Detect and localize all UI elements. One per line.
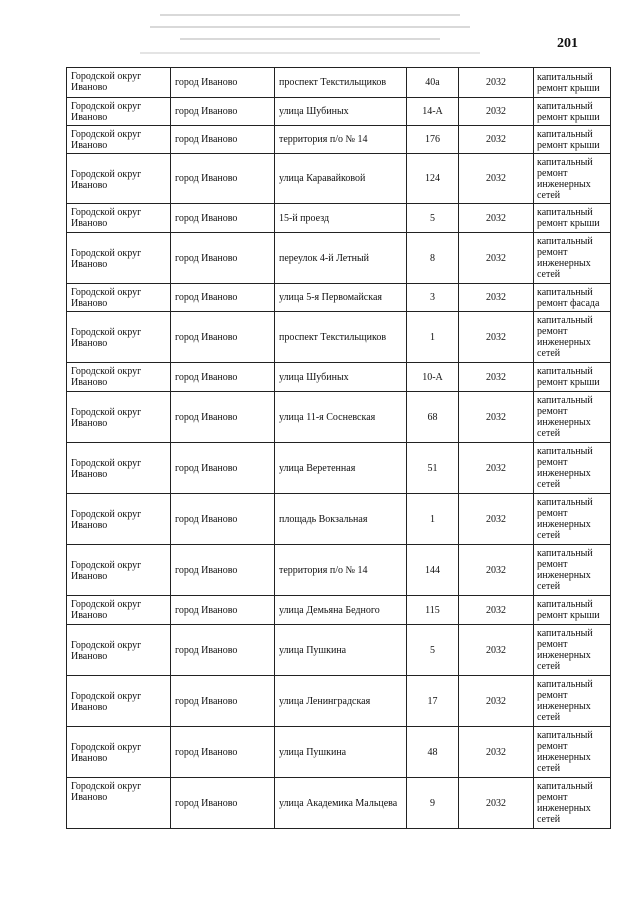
cell-okrug: Городской округ Иваново: [67, 727, 171, 778]
table-row: [67, 363, 611, 392]
table-row: [67, 233, 611, 284]
cell-work: капитальный ремонт крыши: [534, 204, 611, 233]
cell-year: 2032: [459, 284, 534, 312]
cell-city: город Иваново: [171, 727, 275, 778]
cell-house: 3: [407, 284, 459, 312]
cell-city: город Иваново: [171, 233, 275, 284]
table-row: [67, 284, 611, 312]
cell-city: город Иваново: [171, 126, 275, 154]
cell-year: 2032: [459, 233, 534, 284]
cell-city: город Иваново: [171, 363, 275, 392]
cell-work: капитальный ремонт инженерных сетей: [534, 233, 611, 284]
cell-house: 10-А: [407, 363, 459, 392]
cell-city: город Иваново: [171, 68, 275, 98]
table-row: [67, 676, 611, 727]
cell-street: проспект Текстильщиков: [275, 68, 407, 98]
cell-okrug: Городской округ Иваново: [67, 233, 171, 284]
cell-work: капитальный ремонт инженерных сетей: [534, 727, 611, 778]
cell-street: улица Пушкина: [275, 625, 407, 676]
cell-okrug: Городской округ Иваново: [67, 68, 171, 98]
cell-street: улица Каравайковой: [275, 154, 407, 204]
cell-house: 68: [407, 392, 459, 443]
cell-year: 2032: [459, 126, 534, 154]
cell-street: 15-й проезд: [275, 204, 407, 233]
cell-house: 1: [407, 494, 459, 545]
cell-house: 8: [407, 233, 459, 284]
cell-work: капитальный ремонт инженерных сетей: [534, 154, 611, 204]
cell-okrug: Городской округ Иваново: [67, 204, 171, 233]
cell-year: 2032: [459, 312, 534, 363]
cell-year: 2032: [459, 676, 534, 727]
cell-house: 40а: [407, 68, 459, 98]
cell-house: 1: [407, 312, 459, 363]
cell-okrug: Городской округ Иваново: [67, 778, 171, 829]
cell-street: улица Демьяна Бедного: [275, 596, 407, 625]
cell-house: 124: [407, 154, 459, 204]
table-row: [67, 154, 611, 204]
cell-street: улица Академика Мальцева: [275, 778, 407, 829]
cell-okrug: Городской округ Иваново: [67, 363, 171, 392]
cell-okrug: Городской округ Иваново: [67, 284, 171, 312]
cell-street: переулок 4-й Летный: [275, 233, 407, 284]
cell-street: территория п/о № 14: [275, 545, 407, 596]
table-row: [67, 392, 611, 443]
table-row: [67, 494, 611, 545]
cell-house: 5: [407, 625, 459, 676]
cell-city: город Иваново: [171, 545, 275, 596]
cell-city: город Иваново: [171, 676, 275, 727]
cell-work: капитальный ремонт крыши: [534, 68, 611, 98]
cell-year: 2032: [459, 625, 534, 676]
cell-house: 17: [407, 676, 459, 727]
cell-year: 2032: [459, 98, 534, 126]
cell-street: улица Шубиных: [275, 363, 407, 392]
cell-work: капитальный ремонт инженерных сетей: [534, 392, 611, 443]
cell-work: капитальный ремонт инженерных сетей: [534, 778, 611, 829]
cell-city: город Иваново: [171, 98, 275, 126]
table-row: [67, 727, 611, 778]
cell-year: 2032: [459, 204, 534, 233]
cell-house: 14-А: [407, 98, 459, 126]
cell-okrug: Городской округ Иваново: [67, 98, 171, 126]
table-row: [67, 312, 611, 363]
cell-work: капитальный ремонт инженерных сетей: [534, 312, 611, 363]
cell-city: город Иваново: [171, 625, 275, 676]
table-row: [67, 68, 611, 98]
cell-work: капитальный ремонт инженерных сетей: [534, 625, 611, 676]
table-row: [67, 596, 611, 625]
cell-city: город Иваново: [171, 204, 275, 233]
cell-year: 2032: [459, 596, 534, 625]
cell-city: город Иваново: [171, 494, 275, 545]
cell-city: город Иваново: [171, 596, 275, 625]
cell-okrug: Городской округ Иваново: [67, 126, 171, 154]
cell-city: город Иваново: [171, 154, 275, 204]
cell-work: капитальный ремонт крыши: [534, 98, 611, 126]
cell-year: 2032: [459, 68, 534, 98]
cell-street: площадь Вокзальная: [275, 494, 407, 545]
cell-city: город Иваново: [171, 312, 275, 363]
cell-year: 2032: [459, 154, 534, 204]
cell-okrug: Городской округ Иваново: [67, 625, 171, 676]
cell-okrug: Городской округ Иваново: [67, 154, 171, 204]
cell-okrug: Городской округ Иваново: [67, 443, 171, 494]
cell-work: капитальный ремонт крыши: [534, 126, 611, 154]
cell-house: 51: [407, 443, 459, 494]
cell-work: капитальный ремонт инженерных сетей: [534, 494, 611, 545]
table-row: [67, 778, 611, 829]
cell-work: капитальный ремонт инженерных сетей: [534, 545, 611, 596]
cell-okrug: Городской округ Иваново: [67, 545, 171, 596]
cell-work: капитальный ремонт фасада: [534, 284, 611, 312]
cell-street: улица 11-я Сосневская: [275, 392, 407, 443]
table-row: [67, 443, 611, 494]
cell-street: улица Ленинградская: [275, 676, 407, 727]
cell-work: капитальный ремонт крыши: [534, 596, 611, 625]
cell-street: улица Веретенная: [275, 443, 407, 494]
cell-okrug: Городской округ Иваново: [67, 392, 171, 443]
cell-okrug: Городской округ Иваново: [67, 494, 171, 545]
cell-year: 2032: [459, 545, 534, 596]
table-row: [67, 126, 611, 154]
cell-street: улица Пушкина: [275, 727, 407, 778]
cell-work: капитальный ремонт инженерных сетей: [534, 443, 611, 494]
page-number: 201: [557, 36, 578, 51]
cell-year: 2032: [459, 494, 534, 545]
cell-city: город Иваново: [171, 392, 275, 443]
cell-house: 144: [407, 545, 459, 596]
cell-work: капитальный ремонт крыши: [534, 363, 611, 392]
cell-year: 2032: [459, 392, 534, 443]
cell-okrug: Городской округ Иваново: [67, 312, 171, 363]
cell-year: 2032: [459, 443, 534, 494]
cell-work: капитальный ремонт инженерных сетей: [534, 676, 611, 727]
table-row: [67, 98, 611, 126]
table-row: [67, 545, 611, 596]
cell-house: 5: [407, 204, 459, 233]
cell-street: проспект Текстильщиков: [275, 312, 407, 363]
housing-repair-table: [66, 67, 611, 829]
cell-okrug: Городской округ Иваново: [67, 596, 171, 625]
cell-house: 48: [407, 727, 459, 778]
cell-house: 115: [407, 596, 459, 625]
faded-scan-header: [140, 8, 500, 64]
table-row: [67, 625, 611, 676]
cell-city: город Иваново: [171, 443, 275, 494]
cell-year: 2032: [459, 363, 534, 392]
cell-city: город Иваново: [171, 778, 275, 829]
table-body: [67, 68, 611, 829]
cell-city: город Иваново: [171, 284, 275, 312]
cell-street: улица Шубиных: [275, 98, 407, 126]
table-row: [67, 204, 611, 233]
cell-house: 176: [407, 126, 459, 154]
cell-house: 9: [407, 778, 459, 829]
cell-okrug: Городской округ Иваново: [67, 676, 171, 727]
cell-street: улица 5-я Первомайская: [275, 284, 407, 312]
cell-street: территория п/о № 14: [275, 126, 407, 154]
cell-year: 2032: [459, 778, 534, 829]
cell-year: 2032: [459, 727, 534, 778]
